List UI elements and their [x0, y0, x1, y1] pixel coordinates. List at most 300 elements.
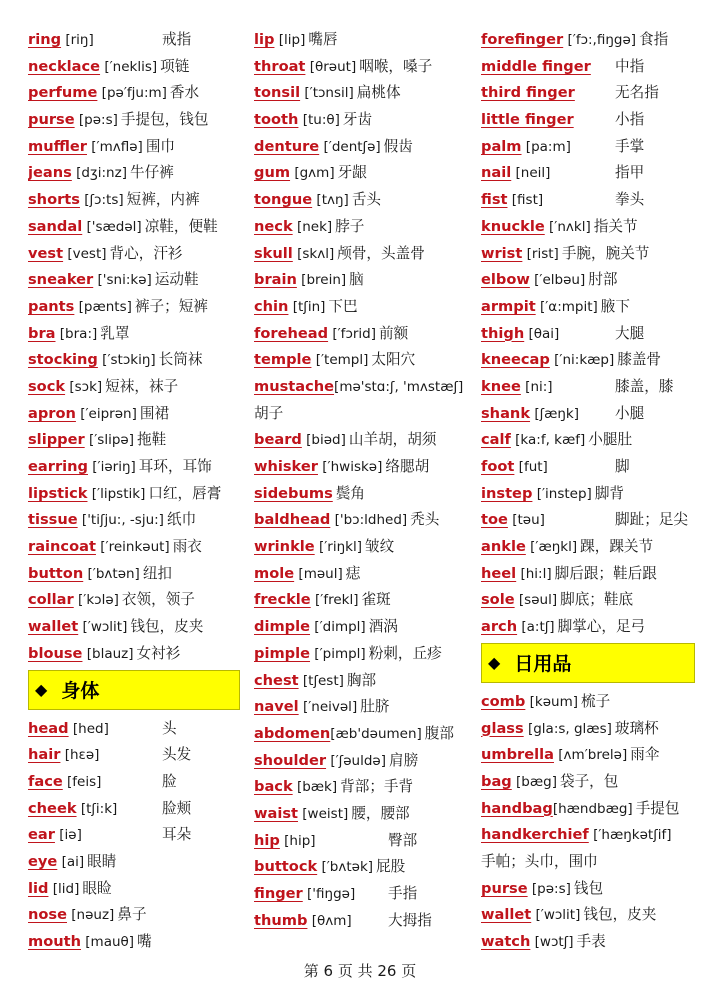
page-footer: 第 6 页 共 26 页 [303, 962, 417, 980]
entry-meaning: 手指 [388, 885, 418, 902]
section-header-daily [481, 643, 695, 683]
entry-meaning: 钱包，皮夹 [583, 906, 657, 924]
entry-nose [28, 902, 240, 929]
entry-meaning: 雨衣 [172, 538, 202, 556]
entry-word: ankle [481, 538, 526, 556]
entry-word: armpit [481, 297, 536, 315]
entry-meaning: 秃头 [410, 511, 440, 529]
entry-phonetic: [brein] [296, 272, 347, 289]
entry-shank [481, 401, 695, 428]
entry-word: watch [481, 933, 531, 950]
entry-phonetic: [æb'dəumen] [330, 725, 422, 742]
entry-knee [481, 374, 695, 401]
entry-word: fist [481, 191, 508, 209]
entry-cheek [28, 796, 240, 823]
entry-phonetic: ['fiŋgə] [302, 886, 356, 902]
entry-pimple [254, 641, 468, 668]
entry-phonetic: [məul] [294, 565, 343, 582]
entry-umbrella [481, 742, 695, 769]
entry-meaning: 牛仔裤 [129, 164, 174, 182]
entry-meaning: 手掌 [615, 137, 645, 155]
entry-word: kneecap [481, 351, 550, 369]
entry-phonetic: [pə:s] [74, 112, 118, 129]
entry-wrist [481, 241, 695, 268]
entry-phonetic: ['sni:kə] [93, 272, 152, 289]
entry-phonetic: [′bʌtək] [317, 859, 374, 876]
entry-word: wrinkle [254, 538, 315, 556]
entry-meaning: 项链 [160, 57, 190, 75]
entry-word: blouse [28, 644, 83, 662]
entry-word: palm [481, 137, 522, 155]
entry-meaning: 背部；手背 [340, 778, 414, 796]
entry-phonetic: [′stɔkiŋ] [97, 352, 156, 369]
entry-meaning: 膝盖骨 [617, 351, 662, 369]
entry-meaning: 山羊胡，胡须 [348, 431, 437, 449]
entry-word: ring [28, 31, 62, 48]
entry-meaning: 假齿 [383, 137, 413, 155]
entry-word: forehead [254, 324, 329, 342]
entry-knuckle [481, 214, 695, 241]
entry-armpit [481, 294, 695, 321]
entry-word: necklace [28, 57, 101, 75]
entry-word: raincoat [28, 538, 96, 556]
entry-eye [28, 849, 240, 876]
entry-meaning: 手提包 [635, 799, 680, 817]
entry-purse [28, 107, 240, 134]
entry-word: middle finger [481, 57, 591, 75]
entry-meaning: 舌头 [351, 191, 382, 209]
entry-phonetic: [′fɔ:,fiŋgə] [563, 32, 637, 48]
entry-phonetic: [′dimpl] [310, 619, 366, 636]
entry-phonetic: [′frekl] [310, 592, 359, 609]
entry-phonetic: [θai] [524, 325, 560, 342]
entry-phonetic: [hed] [68, 720, 109, 737]
entry-button [28, 561, 240, 588]
entry-phonetic: [′iəriŋ] [87, 459, 136, 475]
entry-meaning: 牙齿 [342, 111, 373, 129]
entry-word: thigh [481, 324, 525, 342]
entry-meaning: 大腿 [615, 324, 645, 342]
entry-meaning: 小指 [615, 111, 645, 129]
entry-freckle [254, 587, 468, 614]
entry-wrinkle [254, 534, 468, 561]
entry-face [28, 769, 240, 796]
entry-necklace [28, 54, 240, 81]
entry-word: finger [254, 885, 303, 902]
entry-phonetic: [′bʌtən] [83, 565, 140, 582]
daily-items-list [481, 689, 695, 956]
entry-word: knuckle [481, 217, 545, 235]
entry-waist [254, 801, 468, 828]
entry-meaning: 络腮胡 [385, 458, 430, 475]
entry-meaning: 钱包，皮夹 [130, 618, 204, 636]
entry-meaning: 手腕，腕关节 [561, 244, 650, 262]
entry-phonetic: [tu:θ] [298, 112, 340, 129]
entry-word: wrist [481, 244, 523, 262]
entry-meaning: 膝盖，膝 [615, 377, 674, 395]
entry-meaning: 脖子 [335, 217, 365, 235]
entry-word: chin [254, 297, 289, 315]
entry-pants [28, 294, 240, 321]
entry-meaning: 粉刺，丘疹 [368, 644, 442, 662]
entry-stocking [28, 347, 240, 374]
entry-foot [481, 454, 695, 481]
entry-phonetic: [′tɔnsil] [300, 85, 354, 102]
entry-phonetic: [pə:s] [527, 880, 571, 897]
entry-meaning: 肚脐 [360, 698, 390, 716]
entry-bag [481, 769, 695, 796]
entry-meaning: 小腿肚 [588, 431, 633, 449]
entry-word: tissue [28, 511, 78, 529]
entry-phonetic: [nəuz] [67, 907, 115, 924]
entry-meaning: 食指 [639, 31, 669, 48]
entry-word: mole [254, 564, 295, 582]
entry-word: forefinger [481, 31, 564, 48]
entry-word: wallet [28, 618, 79, 636]
entry-meaning: 围巾 [145, 137, 176, 155]
entry-purse [481, 876, 695, 903]
entry-meaning: 裤子；短裤 [134, 297, 208, 315]
entry-phonetic: [pə′fju:m] [97, 85, 167, 102]
entry-hip [254, 828, 468, 855]
entry-shorts [28, 187, 240, 214]
entry-collar [28, 587, 240, 614]
entry-meaning: 眼睛 [87, 852, 117, 870]
entry-phonetic: [θrəut] [305, 58, 357, 75]
entry-meaning: 雀斑 [361, 591, 391, 609]
entry-temple [254, 347, 468, 374]
entry-toe [481, 507, 695, 534]
entry-sock [28, 374, 240, 401]
entry-word: sandal [28, 217, 83, 235]
entry-meaning: 指关节 [593, 217, 638, 235]
entry-phonetic: [ʃɔ:ts] [79, 192, 124, 209]
entry-phonetic: [sɔk] [65, 378, 103, 395]
column-1 [28, 27, 240, 956]
entry-phonetic: [a:tʃ] [517, 619, 555, 636]
entry-phonetic: [hip] [279, 832, 316, 849]
entry-forehead [254, 321, 468, 348]
entry-word: cheek [28, 799, 77, 817]
entry-word: hip [254, 831, 280, 849]
entry-meaning: 衣领，领子 [121, 591, 195, 609]
entry-phonetic: [ʃæŋk] [530, 405, 580, 422]
entry-meaning: 雨伞 [630, 746, 660, 764]
entry-finger [254, 881, 468, 908]
entry-earring [28, 454, 240, 481]
entry-word: brain [254, 271, 297, 289]
entry-meaning: 腰，腰部 [351, 804, 410, 822]
entry-phonetic: [′kɔlə] [73, 592, 119, 609]
entry-phonetic: [rist] [522, 245, 559, 262]
entry-mole [254, 561, 468, 588]
entry-word: perfume [28, 84, 98, 102]
entry-back [254, 774, 468, 801]
entry-phonetic: [fut] [514, 459, 548, 475]
entry-phonetic: [′neivəl] [298, 699, 358, 716]
entry-phonetic: [dʒi:nz] [71, 165, 127, 182]
entry-meaning: 乳罩 [100, 324, 130, 342]
entry-perfume [28, 80, 240, 107]
entry-meaning: 指甲 [615, 164, 645, 182]
entry-meaning: 中指 [615, 57, 645, 75]
entry-phonetic: [iə] [54, 827, 82, 844]
entry-phonetic: [′dentʃə] [319, 138, 381, 155]
entry-word: throat [254, 57, 306, 75]
entry-watch [481, 929, 695, 956]
entry-word: hair [28, 746, 61, 764]
entry-meaning: 脚背 [594, 484, 625, 502]
entry-phonetic: [gʌm] [290, 165, 335, 182]
entry-meaning-continued: 胡子 [254, 404, 284, 422]
entry-meaning: 小腿 [615, 404, 645, 422]
entry-meaning: 戒指 [162, 31, 192, 48]
entry-word: umbrella [481, 746, 554, 764]
entry-meaning: 臀部 [388, 831, 418, 849]
entry-phonetic: [′templ] [311, 352, 369, 369]
entry-meaning: 牙龈 [337, 164, 367, 182]
entry-word: temple [254, 351, 312, 369]
entry-arch [481, 614, 695, 641]
entry-meaning: 香水 [169, 84, 200, 102]
entry-phonetic: [hi:l] [516, 565, 552, 582]
entry-phonetic: [′slipə] [84, 432, 134, 449]
entry-word: shoulder [254, 751, 327, 769]
entry-phonetic: [lid] [48, 880, 80, 897]
entry-meaning: 鬓角 [335, 484, 365, 502]
entry-phonetic: ['bɔ:ldhed] [330, 512, 408, 529]
diamond-icon: ◆ [488, 653, 501, 673]
entry-bra [28, 321, 240, 348]
entry-meaning: 脚后跟；鞋后跟 [554, 564, 657, 582]
entry-word: bag [481, 772, 512, 790]
section-header-body [28, 670, 240, 710]
entry-word: denture [254, 137, 320, 155]
entry-beard [254, 427, 468, 454]
entry-meaning: 脚 [615, 458, 630, 475]
entry-phonetic: [wɔtʃ] [530, 934, 574, 950]
entry-phonetic: [səul] [514, 592, 558, 609]
entry-phonetic: [θʌm] [307, 912, 352, 929]
entry-meaning: 胸部 [346, 671, 377, 689]
entry-meaning: 钱包 [573, 879, 604, 897]
entry-word: glass [481, 719, 524, 737]
entry-word: toe [481, 511, 508, 529]
entry-phonetic: [tʃin] [288, 298, 326, 315]
entry-lid [28, 876, 240, 903]
entry-mustache [254, 374, 468, 401]
entry-sandal [28, 214, 240, 241]
entry-little-finger [481, 107, 695, 134]
entry-word: lid [28, 879, 49, 897]
entry-word: pants [28, 297, 75, 315]
clothing-list [28, 27, 240, 668]
entry-muffler [28, 134, 240, 161]
entry-word: shorts [28, 191, 80, 209]
entry-word: shank [481, 404, 531, 422]
entry-meaning: 脑 [349, 271, 364, 289]
entry-meaning: 肩膀 [388, 751, 419, 769]
entry-slipper [28, 427, 240, 454]
entry-phonetic: [′wɔlit] [78, 619, 128, 636]
entry-word: eye [28, 852, 58, 870]
entry-word: gum [254, 164, 291, 182]
entry-apron [28, 401, 240, 428]
entry-meaning: 嘴 [137, 933, 152, 950]
entry-chest [254, 668, 468, 695]
entry-meaning-continued: 手帕；头巾，围巾 [481, 852, 598, 870]
entry-word: purse [481, 879, 528, 897]
entry-elbow [481, 267, 695, 294]
entry-word: jeans [28, 164, 72, 182]
entry-meaning: 酒涡 [368, 618, 398, 636]
entry-meaning: 耳朵 [162, 826, 192, 844]
entry-meaning: 长筒袜 [158, 351, 203, 369]
entry-meaning: 手表 [576, 933, 606, 950]
entry-phonetic: [′mʌflə] [86, 138, 143, 155]
entry-phonetic: [weist] [298, 805, 349, 822]
entry-word: mustache [254, 377, 335, 395]
entry-meaning: 纸巾 [166, 511, 197, 529]
entry-phonetic: ['tiʃju:, -sju:] [77, 512, 164, 529]
entry-meaning: 脚底；鞋底 [560, 591, 634, 609]
entry-glass [481, 716, 695, 743]
entry-hair [28, 742, 240, 769]
entry-meaning: 头发 [162, 746, 192, 764]
entry-meaning: 脸颊 [162, 799, 192, 817]
entry-phonetic: [′lipstik] [87, 485, 146, 502]
entry-phonetic: [gla:s, glæs] [523, 720, 612, 737]
entry-phonetic: [vest] [63, 245, 107, 262]
entry-brain [254, 267, 468, 294]
section-title: 身体 [61, 680, 100, 702]
entry-word: skull [254, 244, 293, 262]
entry-phonetic: [′hwiskə] [317, 459, 383, 475]
entry-meaning: 咽喉，嗓子 [359, 57, 433, 75]
entry-phonetic: [neil] [511, 165, 551, 182]
entry-buttock [254, 854, 468, 881]
entry-meaning: 前额 [379, 324, 409, 342]
entry-phonetic: ['sædəl] [82, 218, 142, 235]
entry-tonsil [254, 80, 468, 107]
entry-word: little finger [481, 111, 574, 129]
entry-word: purse [28, 111, 75, 129]
entry-tongue [254, 187, 468, 214]
entry-meaning: 嘴唇 [308, 31, 338, 48]
entry-meaning: 扁桃体 [356, 84, 401, 102]
entry-word: earring [28, 458, 88, 475]
entry-skull [254, 241, 468, 268]
entry-meaning: 踝，踝关节 [580, 538, 654, 556]
entry-word: bra [28, 324, 56, 342]
entry-meaning: 头 [162, 719, 177, 737]
entry-word: whisker [254, 458, 318, 475]
entry-meaning: 痣 [345, 564, 361, 582]
entry-lipstick [28, 481, 240, 508]
entry-palm [481, 134, 695, 161]
entry-chin [254, 294, 468, 321]
entry-word: freckle [254, 591, 311, 609]
entry-word: head [28, 719, 69, 737]
entry-phonetic: [′neklis] [100, 58, 158, 75]
entry-head [28, 716, 240, 743]
entry-word: sneaker [28, 271, 94, 289]
entry-meaning: 颅骨，头盖骨 [337, 244, 425, 262]
entry-word: tongue [254, 191, 313, 209]
entry-denture [254, 134, 468, 161]
entry-phonetic: [′pimpl] [310, 645, 366, 662]
entry-fist [481, 187, 695, 214]
entry-word: back [254, 778, 293, 796]
entry-phonetic: [mauθ] [81, 934, 135, 950]
entry-baldhead [254, 507, 468, 534]
entry-raincoat [28, 534, 240, 561]
body-list-3 [481, 27, 695, 641]
entry-neck [254, 214, 468, 241]
entry-word: sidebums [254, 484, 333, 502]
entry-meaning: 女衬衫 [136, 644, 181, 662]
entry-word: buttock [254, 858, 318, 876]
entry-phonetic: [bra:] [55, 325, 98, 342]
entry-word: waist [254, 804, 298, 822]
entry-word: handbag [481, 799, 553, 817]
entry-word: ear [28, 826, 55, 844]
entry-navel [254, 694, 468, 721]
entry-meaning: 屁股 [376, 858, 406, 876]
entry-meaning: 无名指 [615, 84, 659, 102]
entry-phonetic: [bæg] [511, 773, 557, 790]
entry-word: knee [481, 377, 521, 395]
entry-word: nail [481, 164, 512, 182]
entry-word: calf [481, 431, 511, 449]
entry-mouth [28, 929, 240, 956]
entry-meaning: 运动鞋 [154, 271, 199, 289]
entry-dimple [254, 614, 468, 641]
entry-phonetic: [′hæŋkətʃif] [588, 827, 672, 844]
entry-word: foot [481, 458, 515, 475]
entry-thigh [481, 321, 695, 348]
entry-word: wallet [481, 906, 532, 924]
entry-throat [254, 54, 468, 81]
entry-word: comb [481, 692, 526, 710]
entry-abdomen [254, 721, 468, 748]
entry-jeans [28, 160, 240, 187]
entry-wallet [481, 902, 695, 929]
entry-word: sock [28, 377, 66, 395]
entry-nail [481, 160, 695, 187]
entry-word: lipstick [28, 484, 88, 502]
entry-meaning: 大拇指 [388, 911, 432, 929]
entry-instep [481, 481, 695, 508]
entry-sneaker [28, 267, 240, 294]
entry-phonetic: [tʃi:k] [76, 800, 118, 817]
entry-whisker [254, 454, 468, 481]
entry-meaning: 耳环，耳饰 [138, 458, 212, 475]
entry-meaning: 肘部 [588, 271, 618, 289]
entry-word: mouth [28, 933, 81, 950]
entry-phonetic: [hændbæg] [552, 800, 633, 817]
entry-phonetic: [biəd] [301, 432, 346, 449]
entry-word: third finger [481, 84, 575, 102]
entry-meaning: 纽扣 [142, 564, 173, 582]
entry-middle-finger [481, 54, 695, 81]
entry-word: slipper [28, 431, 85, 449]
entry-phonetic: [′ni:kæp] [549, 352, 615, 369]
entry-meaning: 鼻子 [117, 906, 147, 924]
entry-word: face [28, 772, 63, 790]
entry-meaning: 眼睑 [82, 879, 112, 897]
entry-word: beard [254, 431, 302, 449]
